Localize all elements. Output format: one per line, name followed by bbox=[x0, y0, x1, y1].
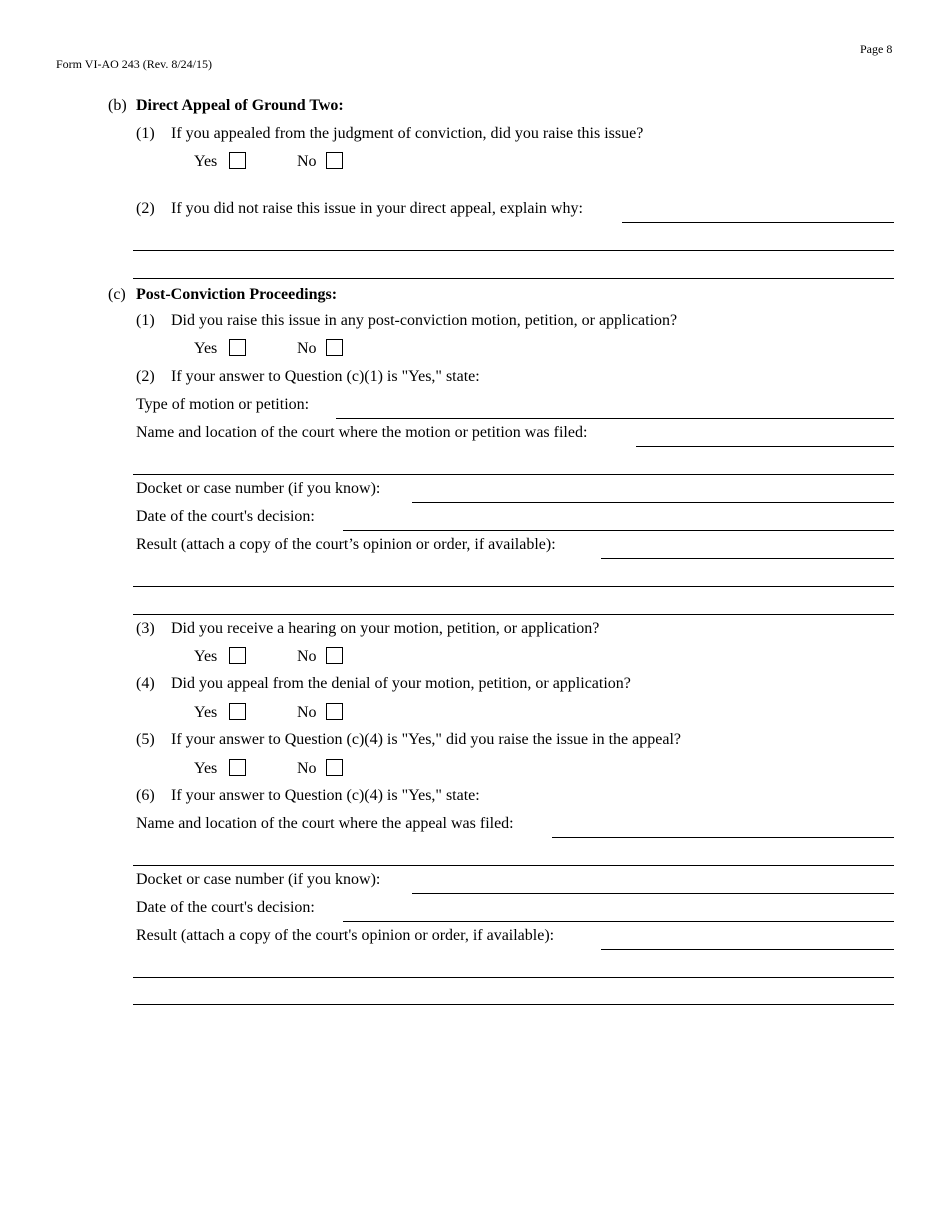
b-q1-no-checkbox[interactable] bbox=[326, 152, 343, 169]
c-q4-number: (4) bbox=[136, 675, 155, 692]
result-line-3[interactable] bbox=[133, 614, 894, 615]
c-q1-yes-checkbox[interactable] bbox=[229, 339, 246, 356]
b-q2-answer-line-2[interactable] bbox=[133, 250, 894, 251]
appeal-court-line-1[interactable] bbox=[552, 837, 894, 838]
c-q1-yes-label: Yes bbox=[194, 340, 218, 357]
appeal-result-line-2[interactable] bbox=[133, 977, 894, 978]
c-q2-number: (2) bbox=[136, 368, 155, 385]
c-q5-no-label: No bbox=[297, 760, 317, 777]
c-q4-text: Did you appeal from the denial of your motion, petition, or application? bbox=[171, 675, 631, 692]
appeal-court-label: Name and location of the court where the appeal was filed: bbox=[136, 815, 514, 832]
type-of-motion-label: Type of motion or petition: bbox=[136, 396, 310, 413]
decision-date-label: Date of the court's decision: bbox=[136, 508, 315, 525]
c-q6-text: If your answer to Question (c)(4) is "Yes," state: bbox=[171, 787, 480, 804]
appeal-date-label: Date of the court's decision: bbox=[136, 899, 315, 916]
b-q2-number: (2) bbox=[136, 200, 155, 217]
result-label: Result (attach a copy of the court’s opinion or order, if available): bbox=[136, 536, 556, 553]
section-c-letter: (c) bbox=[108, 286, 126, 303]
b-q1-yes-label: Yes bbox=[194, 153, 218, 170]
docket-number-label: Docket or case number (if you know): bbox=[136, 480, 381, 497]
section-b-title: Direct Appeal of Ground Two: bbox=[136, 97, 344, 114]
c-q3-number: (3) bbox=[136, 620, 155, 637]
appeal-result-line-3[interactable] bbox=[133, 1004, 894, 1005]
c-q4-yes-label: Yes bbox=[194, 704, 218, 721]
appeal-court-line-2[interactable] bbox=[133, 865, 894, 866]
appeal-result-label: Result (attach a copy of the court's opinion or order, if available): bbox=[136, 927, 555, 944]
c-q5-number: (5) bbox=[136, 731, 155, 748]
type-of-motion-line[interactable] bbox=[336, 418, 894, 419]
section-b-letter: (b) bbox=[108, 97, 127, 114]
appeal-result-line-1[interactable] bbox=[601, 949, 894, 950]
c-q1-no-label: No bbox=[297, 340, 317, 357]
c-q2-text: If your answer to Question (c)(1) is "Yes," state: bbox=[171, 368, 480, 385]
c-q1-no-checkbox[interactable] bbox=[326, 339, 343, 356]
section-c-title: Post-Conviction Proceedings: bbox=[136, 286, 338, 303]
result-line-2[interactable] bbox=[133, 586, 894, 587]
c-q5-yes-label: Yes bbox=[194, 760, 218, 777]
c-q4-yes-checkbox[interactable] bbox=[229, 703, 246, 720]
court-location-line-2[interactable] bbox=[133, 474, 894, 475]
c-q5-yes-checkbox[interactable] bbox=[229, 759, 246, 776]
b-q1-number: (1) bbox=[136, 125, 155, 142]
c-q5-text: If your answer to Question (c)(4) is "Yes," did you raise the issue in the appeal? bbox=[171, 731, 681, 748]
c-q3-text: Did you receive a hearing on your motion, petition, or application? bbox=[171, 620, 600, 637]
c-q3-yes-checkbox[interactable] bbox=[229, 647, 246, 664]
c-q5-no-checkbox[interactable] bbox=[326, 759, 343, 776]
b-q2-answer-line-1[interactable] bbox=[622, 222, 894, 223]
b-q2-answer-line-3[interactable] bbox=[133, 278, 894, 279]
c-q1-text: Did you raise this issue in any post-conviction motion, petition, or application? bbox=[171, 312, 678, 329]
decision-date-line[interactable] bbox=[343, 530, 894, 531]
b-q2-text: If you did not raise this issue in your direct appeal, explain why: bbox=[171, 200, 583, 217]
c-q4-no-checkbox[interactable] bbox=[326, 703, 343, 720]
court-location-line-1[interactable] bbox=[636, 446, 894, 447]
b-q1-no-label: No bbox=[297, 153, 317, 170]
appeal-docket-line[interactable] bbox=[412, 893, 894, 894]
docket-number-line[interactable] bbox=[412, 502, 894, 503]
page-number: Page 8 bbox=[860, 42, 893, 56]
form-id: Form VI-AO 243 (Rev. 8/24/15) bbox=[56, 57, 212, 71]
c-q3-no-checkbox[interactable] bbox=[326, 647, 343, 664]
c-q4-no-label: No bbox=[297, 704, 317, 721]
c-q3-no-label: No bbox=[297, 648, 317, 665]
c-q1-number: (1) bbox=[136, 312, 155, 329]
c-q3-yes-label: Yes bbox=[194, 648, 218, 665]
b-q1-yes-checkbox[interactable] bbox=[229, 152, 246, 169]
appeal-date-line[interactable] bbox=[343, 921, 894, 922]
court-location-label: Name and location of the court where the motion or petition was filed: bbox=[136, 424, 588, 441]
c-q6-number: (6) bbox=[136, 787, 155, 804]
result-line-1[interactable] bbox=[601, 558, 894, 559]
appeal-docket-label: Docket or case number (if you know): bbox=[136, 871, 381, 888]
b-q1-text: If you appealed from the judgment of conviction, did you raise this issue? bbox=[171, 125, 644, 142]
